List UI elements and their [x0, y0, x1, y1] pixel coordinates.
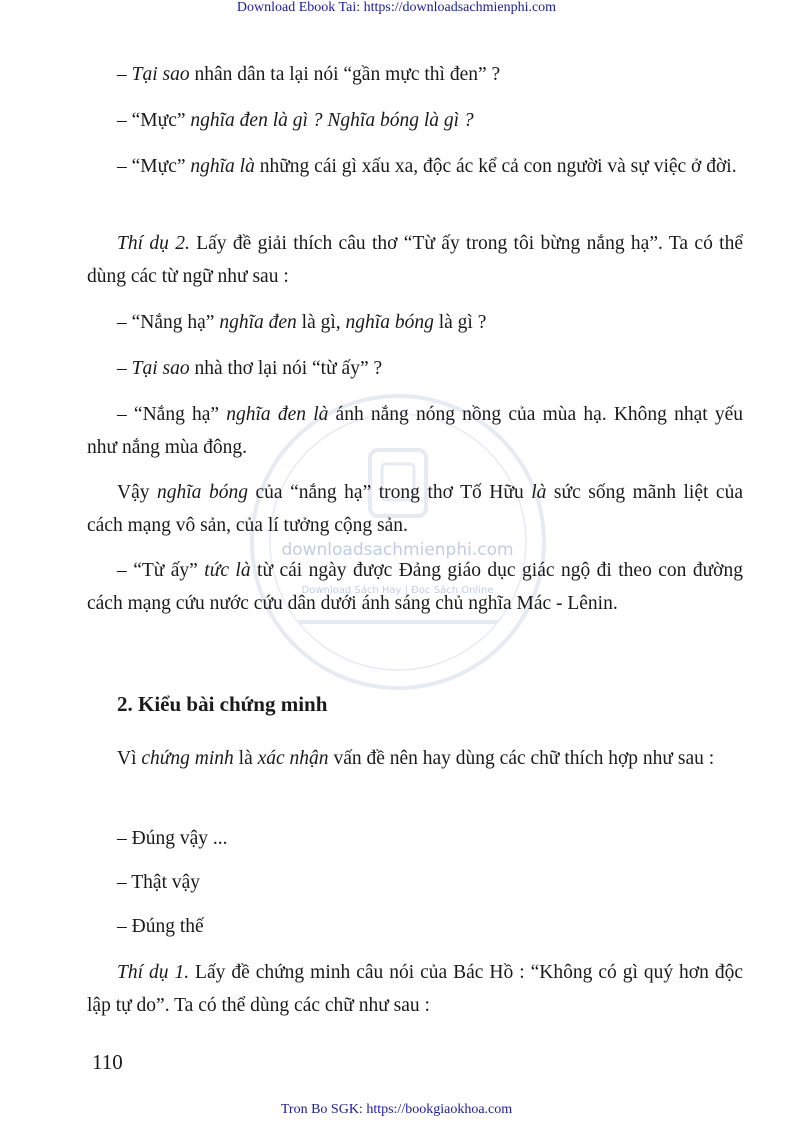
list-item-dung-the: – Đúng thế: [117, 916, 204, 937]
paragraph-6: – Tại sao nhà thơ lại nói “từ ấy” ?: [117, 358, 383, 379]
watermark-site-text: downloadsachmienphi.com: [281, 540, 514, 560]
paragraph-8: Vậy nghĩa bóng của “nắng hạ” trong thơ Tố Hữu là sức sống mãnh liệt của cách mạng vô sản, của lí tưởng cộng sản.: [87, 482, 743, 536]
paragraph-1: – Tại sao nhân dân ta lại nói “gần mực thì đen” ?: [117, 64, 501, 85]
paragraph-10: Vì chứng minh là xác nhận vấn đề nên hay dùng các chữ thích hợp như sau :: [117, 748, 715, 769]
paragraph-4: Thí dụ 2. Lấy đề giải thích câu thơ “Từ ấy trong tôi bừng nắng hạ”. Ta có thể dùng các từ ngữ như sau :: [87, 233, 743, 287]
paragraph-9: – “Từ ấy” tức là từ cái ngày được Đảng giáo dục giác ngộ đi theo con đường cách mạng cứu nước cứu dân dưới ánh sáng chủ nghĩa Mác - Lênin.: [87, 560, 743, 614]
paragraph-2: – “Mực” nghĩa đen là gì ? Nghĩa bóng là gì ?: [117, 110, 474, 131]
page-number: 110: [92, 1050, 123, 1074]
list-item-dung-vay: – Đúng vậy ...: [117, 828, 228, 849]
paragraph-14: Thí dụ 1. Lấy đề chứng minh câu nói của Bác Hồ : “Không có gì quý hơn độc lập tự do”. Ta có thể dùng các chữ như sau :: [87, 962, 743, 1016]
section-heading: 2. Kiểu bài chứng minh: [117, 692, 328, 716]
paragraph-3: – “Mực” nghĩa là những cái gì xấu xa, độc ác kể cả con người và sự việc ở đời.: [117, 156, 737, 177]
paragraph-7: – “Nắng hạ” nghĩa đen là ánh nắng nóng nồng của mùa hạ. Không nhạt yếu như nắng mùa đông.: [87, 404, 743, 458]
list-item-that-vay: – Thật vậy: [117, 872, 201, 893]
download-header-link[interactable]: Download Ebook Tai: https://downloadsachmienphi.com: [236, 0, 557, 15]
textbook-footer-link[interactable]: Tron Bo SGK: https://bookgiaokhoa.com: [280, 1102, 513, 1117]
watermark-tagline: Download Sách Hay | Đọc Sách Online: [301, 585, 494, 596]
paragraph-5: – “Nắng hạ” nghĩa đen là gì, nghĩa bóng là gì ?: [117, 312, 487, 333]
